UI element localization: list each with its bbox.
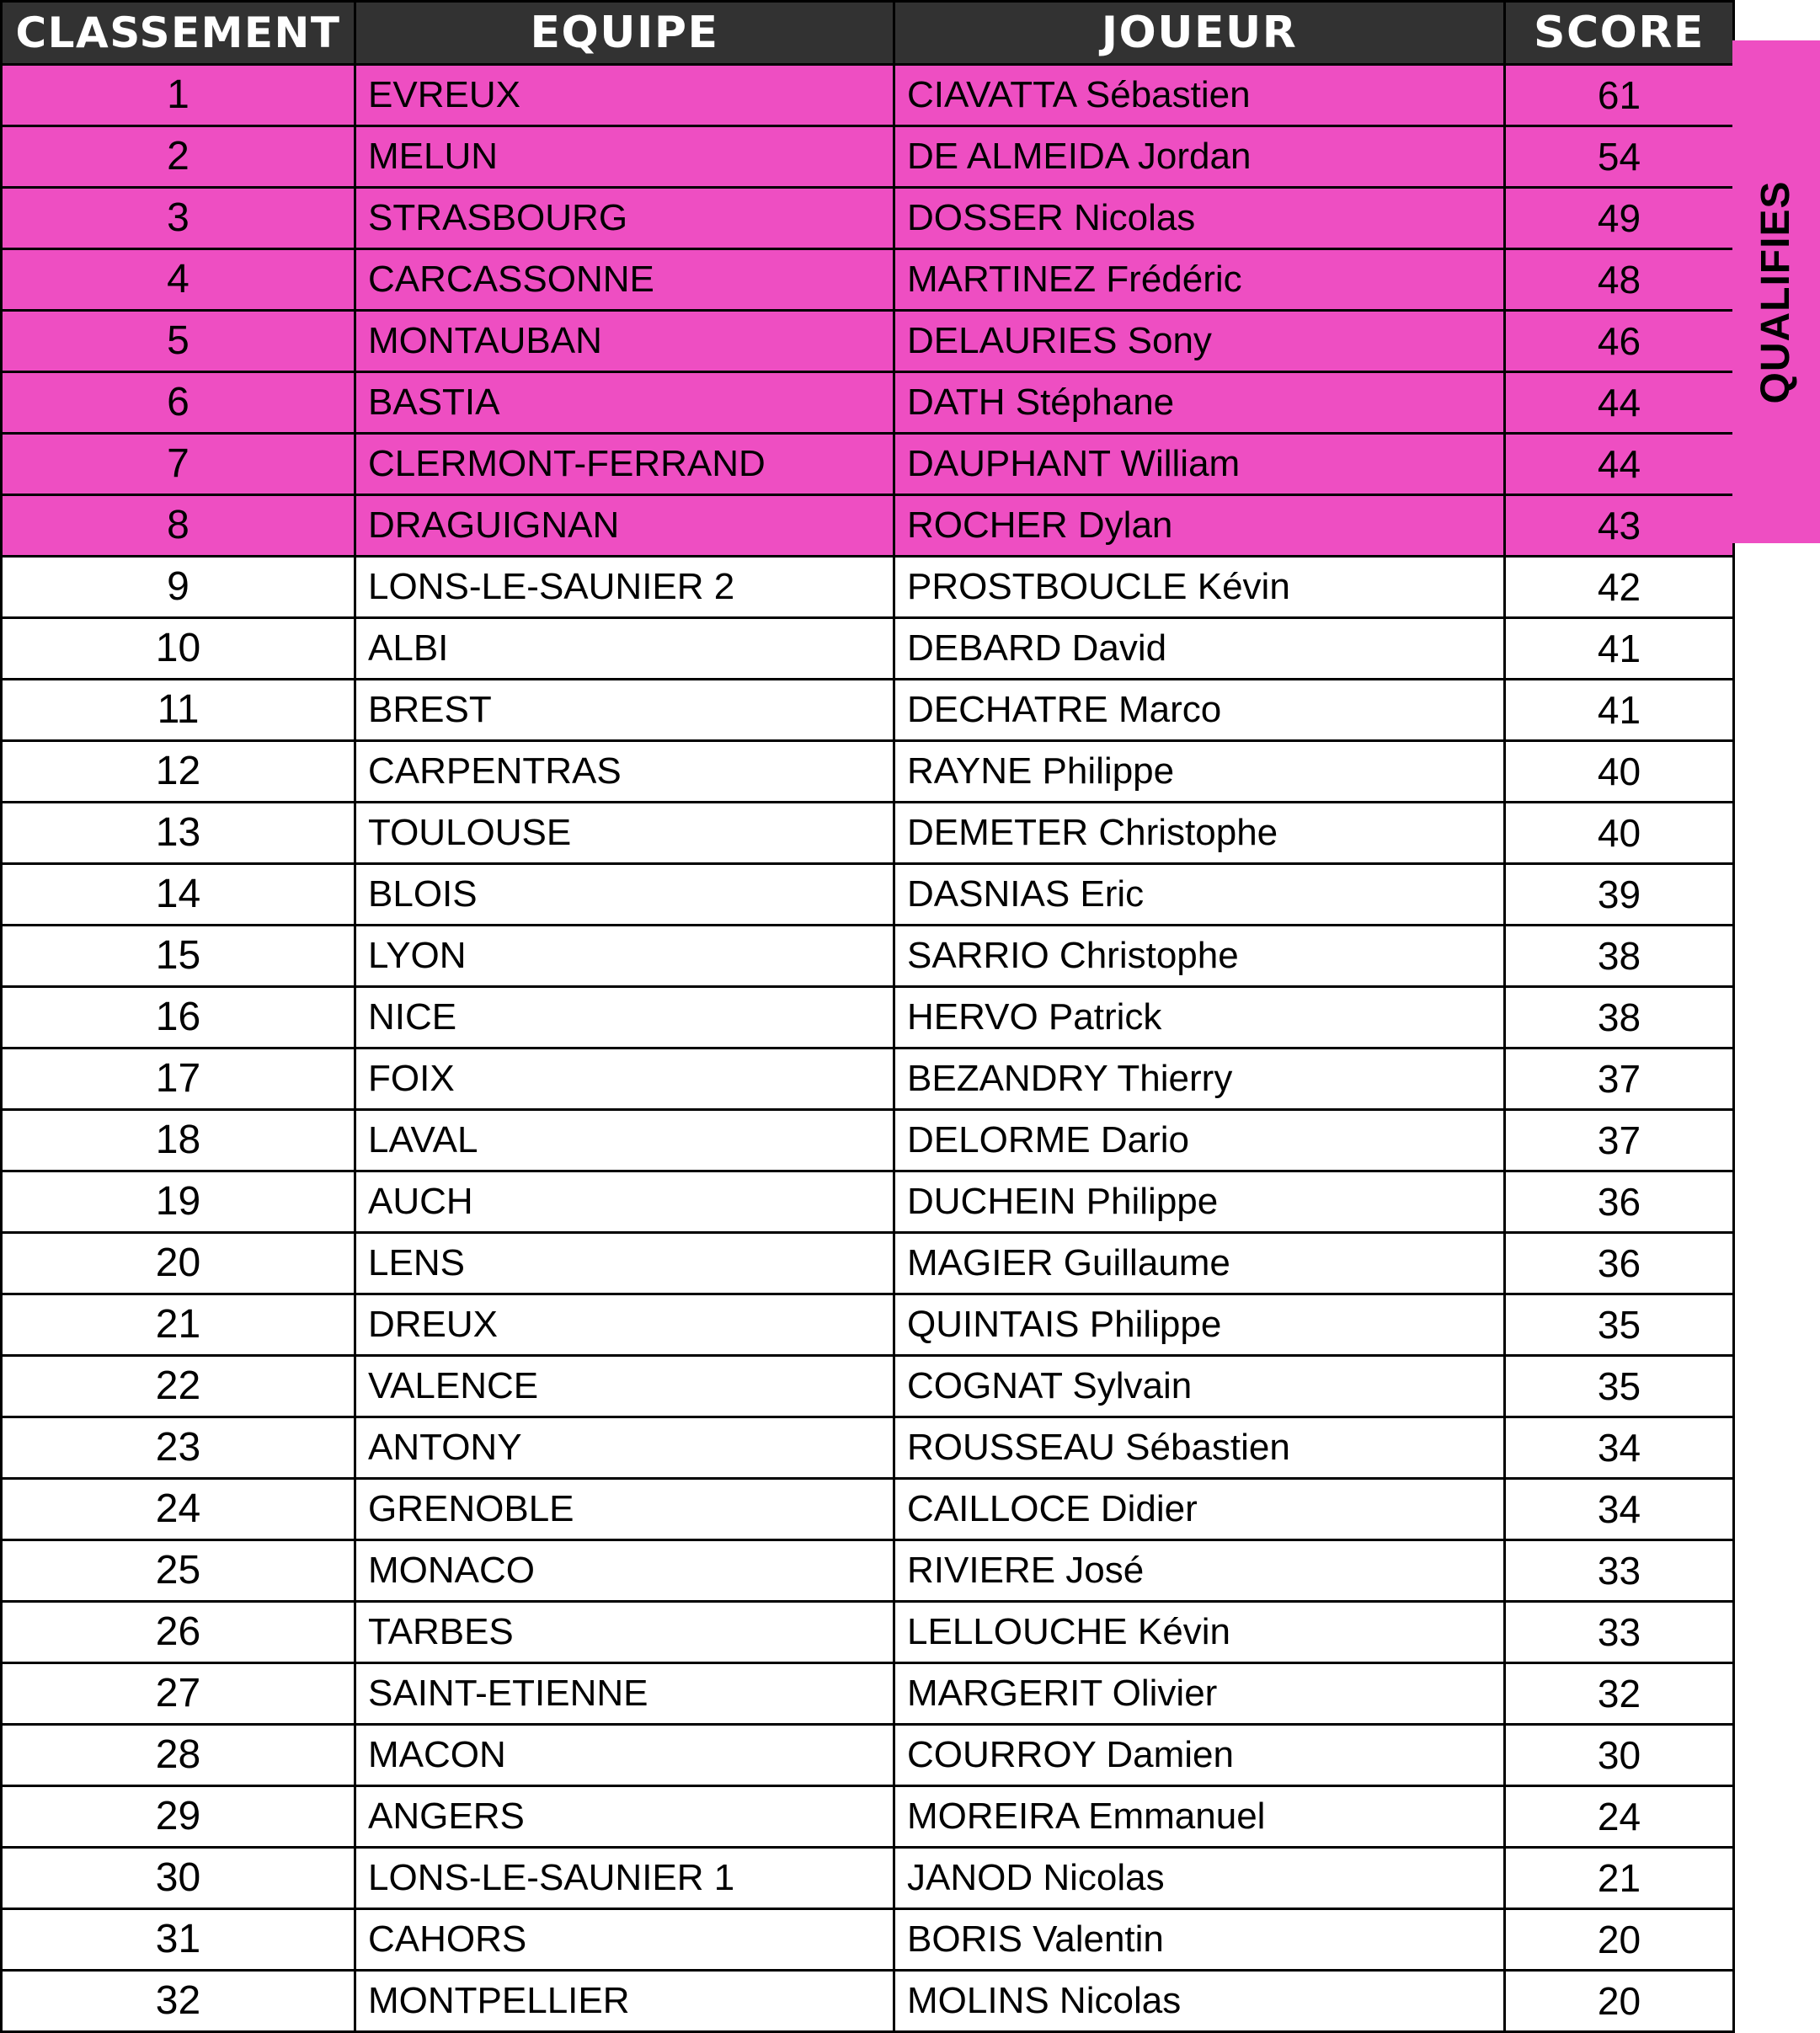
table-row — [2, 1848, 1734, 1909]
table-row — [2, 126, 1734, 188]
cell-joueur: ROUSSEAU Sébastien — [894, 1417, 1505, 1479]
table-row — [2, 864, 1734, 926]
cell-classement: 22 — [2, 1356, 355, 1417]
cell-joueur: DELORME Dario — [894, 1110, 1505, 1171]
cell-classement: 13 — [2, 803, 355, 864]
table-row — [2, 987, 1734, 1049]
cell-joueur: COURROY Damien — [894, 1725, 1505, 1786]
cell-equipe: SAINT-ETIENNE — [355, 1663, 894, 1725]
cell-classement: 28 — [2, 1725, 355, 1786]
table-row — [2, 1110, 1734, 1171]
cell-classement: 27 — [2, 1663, 355, 1725]
table-row — [2, 1479, 1734, 1540]
table-row — [2, 557, 1734, 618]
cell-score: 36 — [1505, 1171, 1734, 1233]
table-row — [2, 1294, 1734, 1356]
cell-joueur: SARRIO Christophe — [894, 926, 1505, 987]
cell-classement: 32 — [2, 1971, 355, 2032]
table-row — [2, 1417, 1734, 1479]
cell-equipe: FOIX — [355, 1049, 894, 1110]
cell-joueur: PROSTBOUCLE Kévin — [894, 557, 1505, 618]
cell-joueur: LELLOUCHE Kévin — [894, 1602, 1505, 1663]
cell-score: 20 — [1505, 1971, 1734, 2032]
column-header-score: SCORE — [1505, 2, 1734, 65]
cell-classement: 16 — [2, 987, 355, 1049]
cell-equipe: DREUX — [355, 1294, 894, 1356]
cell-score: 39 — [1505, 864, 1734, 926]
cell-score: 30 — [1505, 1725, 1734, 1786]
qualifies-label: QUALIFIES — [1753, 179, 1798, 404]
cell-classement: 30 — [2, 1848, 355, 1909]
cell-joueur: MOREIRA Emmanuel — [894, 1786, 1505, 1848]
cell-equipe: TARBES — [355, 1602, 894, 1663]
cell-score: 33 — [1505, 1602, 1734, 1663]
cell-equipe: MONACO — [355, 1540, 894, 1602]
cell-joueur: CAILLOCE Didier — [894, 1479, 1505, 1540]
cell-score: 24 — [1505, 1786, 1734, 1848]
cell-joueur: MARGERIT Olivier — [894, 1663, 1505, 1725]
cell-equipe: BASTIA — [355, 372, 894, 434]
cell-equipe: NICE — [355, 987, 894, 1049]
cell-classement: 20 — [2, 1233, 355, 1294]
table-header — [2, 2, 1734, 65]
cell-equipe: BLOIS — [355, 864, 894, 926]
cell-equipe: ANGERS — [355, 1786, 894, 1848]
table-header-row — [2, 2, 1734, 65]
cell-classement: 12 — [2, 741, 355, 803]
cell-classement: 11 — [2, 680, 355, 741]
cell-score: 37 — [1505, 1049, 1734, 1110]
table-row — [2, 741, 1734, 803]
cell-joueur: QUINTAIS Philippe — [894, 1294, 1505, 1356]
cell-classement: 10 — [2, 618, 355, 680]
cell-equipe: MONTPELLIER — [355, 1971, 894, 2032]
cell-joueur: DEMETER Christophe — [894, 803, 1505, 864]
column-header-joueur: JOUEUR — [894, 2, 1505, 65]
cell-joueur: CIAVATTA Sébastien — [894, 65, 1505, 126]
cell-equipe: CAHORS — [355, 1909, 894, 1971]
table-row — [2, 495, 1734, 557]
cell-joueur: DELAURIES Sony — [894, 311, 1505, 372]
cell-score: 36 — [1505, 1233, 1734, 1294]
cell-score: 44 — [1505, 372, 1734, 434]
cell-classement: 24 — [2, 1479, 355, 1540]
cell-score: 38 — [1505, 926, 1734, 987]
cell-classement: 19 — [2, 1171, 355, 1233]
cell-classement: 31 — [2, 1909, 355, 1971]
cell-classement: 21 — [2, 1294, 355, 1356]
table-row — [2, 1049, 1734, 1110]
cell-score: 44 — [1505, 434, 1734, 495]
cell-classement: 8 — [2, 495, 355, 557]
cell-score: 41 — [1505, 618, 1734, 680]
table-row — [2, 65, 1734, 126]
cell-classement: 9 — [2, 557, 355, 618]
cell-score: 32 — [1505, 1663, 1734, 1725]
cell-score: 37 — [1505, 1110, 1734, 1171]
table-row — [2, 1786, 1734, 1848]
qualifies-banner — [1732, 40, 1820, 543]
cell-classement: 25 — [2, 1540, 355, 1602]
cell-joueur: DE ALMEIDA Jordan — [894, 126, 1505, 188]
cell-equipe: VALENCE — [355, 1356, 894, 1417]
cell-classement: 17 — [2, 1049, 355, 1110]
cell-score: 48 — [1505, 249, 1734, 311]
cell-joueur: DOSSER Nicolas — [894, 188, 1505, 249]
cell-equipe: LYON — [355, 926, 894, 987]
cell-joueur: MARTINEZ Frédéric — [894, 249, 1505, 311]
table-row — [2, 188, 1734, 249]
cell-joueur: DEBARD David — [894, 618, 1505, 680]
table-row — [2, 1602, 1734, 1663]
cell-joueur: RIVIERE José — [894, 1540, 1505, 1602]
cell-score: 34 — [1505, 1417, 1734, 1479]
cell-equipe: LONS-LE-SAUNIER 2 — [355, 557, 894, 618]
cell-equipe: MONTAUBAN — [355, 311, 894, 372]
cell-joueur: BORIS Valentin — [894, 1909, 1505, 1971]
cell-score: 20 — [1505, 1909, 1734, 1971]
cell-score: 41 — [1505, 680, 1734, 741]
cell-joueur: MOLINS Nicolas — [894, 1971, 1505, 2032]
cell-equipe: DRAGUIGNAN — [355, 495, 894, 557]
column-header-classement: CLASSEMENT — [2, 2, 355, 65]
cell-joueur: HERVO Patrick — [894, 987, 1505, 1049]
cell-equipe: TOULOUSE — [355, 803, 894, 864]
cell-score: 35 — [1505, 1356, 1734, 1417]
cell-score: 40 — [1505, 803, 1734, 864]
cell-equipe: MACON — [355, 1725, 894, 1786]
cell-classement: 29 — [2, 1786, 355, 1848]
table-row — [2, 1971, 1734, 2032]
table-row — [2, 311, 1734, 372]
column-header-equipe: EQUIPE — [355, 2, 894, 65]
cell-joueur: ROCHER Dylan — [894, 495, 1505, 557]
cell-equipe: STRASBOURG — [355, 188, 894, 249]
table-row — [2, 618, 1734, 680]
cell-equipe: EVREUX — [355, 65, 894, 126]
cell-equipe: BREST — [355, 680, 894, 741]
cell-equipe: ANTONY — [355, 1417, 894, 1479]
cell-classement: 2 — [2, 126, 355, 188]
cell-equipe: LONS-LE-SAUNIER 1 — [355, 1848, 894, 1909]
table-row — [2, 926, 1734, 987]
cell-score: 40 — [1505, 741, 1734, 803]
table-row — [2, 680, 1734, 741]
cell-score: 42 — [1505, 557, 1734, 618]
cell-classement: 15 — [2, 926, 355, 987]
cell-classement: 5 — [2, 311, 355, 372]
cell-equipe: ALBI — [355, 618, 894, 680]
cell-score: 54 — [1505, 126, 1734, 188]
cell-equipe: MELUN — [355, 126, 894, 188]
table-row — [2, 1233, 1734, 1294]
cell-score: 61 — [1505, 65, 1734, 126]
cell-score: 46 — [1505, 311, 1734, 372]
table-row — [2, 1356, 1734, 1417]
cell-score: 33 — [1505, 1540, 1734, 1602]
cell-joueur: DAUPHANT William — [894, 434, 1505, 495]
cell-joueur: RAYNE Philippe — [894, 741, 1505, 803]
cell-equipe: LENS — [355, 1233, 894, 1294]
table-row — [2, 803, 1734, 864]
cell-joueur: DASNIAS Eric — [894, 864, 1505, 926]
table-body — [2, 65, 1734, 2032]
cell-joueur: DECHATRE Marco — [894, 680, 1505, 741]
table-row — [2, 372, 1734, 434]
cell-score: 43 — [1505, 495, 1734, 557]
cell-score: 34 — [1505, 1479, 1734, 1540]
cell-equipe: CARPENTRAS — [355, 741, 894, 803]
cell-classement: 1 — [2, 65, 355, 126]
cell-joueur: DUCHEIN Philippe — [894, 1171, 1505, 1233]
cell-classement: 6 — [2, 372, 355, 434]
cell-classement: 7 — [2, 434, 355, 495]
cell-equipe: CLERMONT-FERRAND — [355, 434, 894, 495]
cell-joueur: COGNAT Sylvain — [894, 1356, 1505, 1417]
table-row — [2, 249, 1734, 311]
table-row — [2, 434, 1734, 495]
cell-score: 49 — [1505, 188, 1734, 249]
table-row — [2, 1663, 1734, 1725]
table-row — [2, 1909, 1734, 1971]
table-row — [2, 1725, 1734, 1786]
cell-equipe: LAVAL — [355, 1110, 894, 1171]
cell-score: 38 — [1505, 987, 1734, 1049]
cell-classement: 26 — [2, 1602, 355, 1663]
cell-joueur: MAGIER Guillaume — [894, 1233, 1505, 1294]
cell-classement: 23 — [2, 1417, 355, 1479]
cell-joueur: DATH Stéphane — [894, 372, 1505, 434]
cell-classement: 14 — [2, 864, 355, 926]
cell-equipe: GRENOBLE — [355, 1479, 894, 1540]
cell-score: 35 — [1505, 1294, 1734, 1356]
cell-equipe: CARCASSONNE — [355, 249, 894, 311]
table-row — [2, 1540, 1734, 1602]
cell-classement: 18 — [2, 1110, 355, 1171]
cell-joueur: BEZANDRY Thierry — [894, 1049, 1505, 1110]
cell-score: 21 — [1505, 1848, 1734, 1909]
cell-joueur: JANOD Nicolas — [894, 1848, 1505, 1909]
cell-classement: 3 — [2, 188, 355, 249]
cell-classement: 4 — [2, 249, 355, 311]
cell-equipe: AUCH — [355, 1171, 894, 1233]
table-row — [2, 1171, 1734, 1233]
